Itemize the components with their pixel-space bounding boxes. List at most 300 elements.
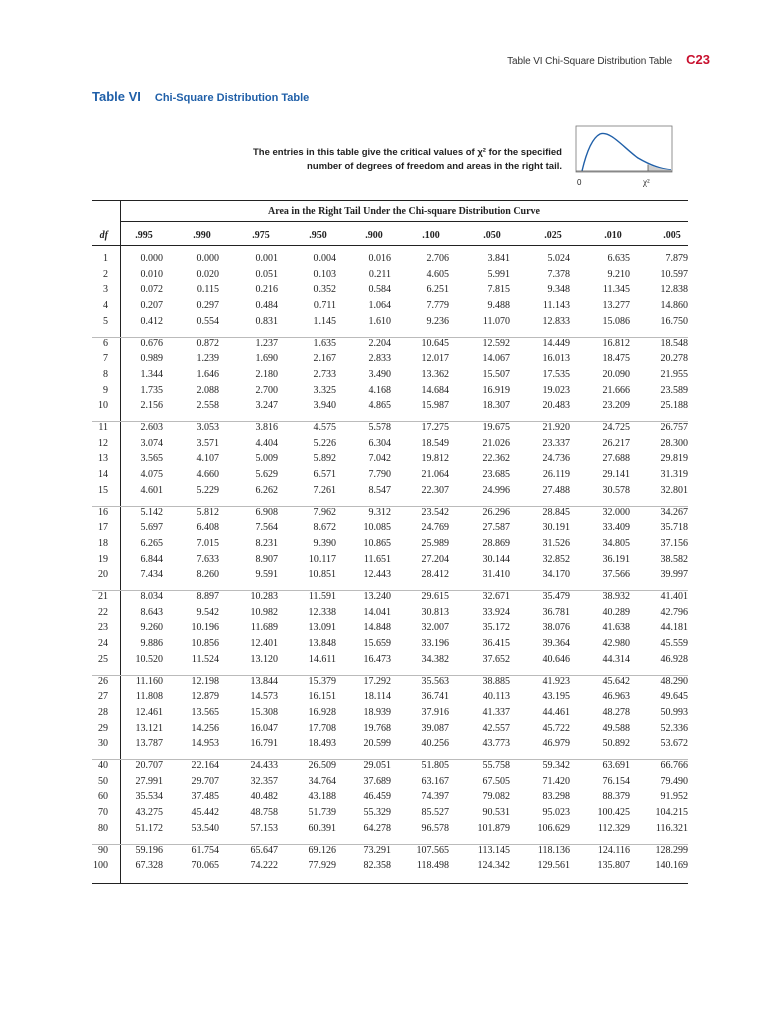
- critical-value-cell: 17.275: [421, 422, 449, 433]
- critical-value-cell: 5.578: [368, 422, 391, 433]
- critical-value-cell: 9.390: [313, 537, 336, 549]
- critical-value-cell: 16.013: [542, 353, 570, 365]
- critical-value-cell: 60.391: [308, 822, 336, 834]
- critical-value-cell: 55.329: [363, 807, 391, 819]
- critical-value-cell: 0.051: [255, 268, 278, 280]
- critical-value-cell: 39.997: [660, 569, 688, 581]
- critical-value-cell: 0.010: [140, 268, 163, 280]
- critical-value-cell: 6.635: [607, 253, 630, 264]
- critical-value-cell: 20.090: [602, 368, 630, 380]
- critical-value-cell: 21.920: [542, 422, 570, 433]
- critical-value-cell: 0.554: [196, 315, 219, 327]
- table-label: Table VI: [92, 89, 141, 104]
- critical-value-cell: 0.016: [368, 253, 391, 264]
- df-value: 11: [98, 422, 108, 433]
- critical-value-cell: 88.379: [602, 791, 630, 803]
- critical-value-cell: 57.153: [250, 822, 278, 834]
- critical-value-cell: 35.479: [542, 591, 570, 602]
- critical-value-cell: 2.204: [368, 337, 391, 349]
- critical-value-cell: 17.708: [308, 722, 336, 734]
- critical-value-cell: 18.307: [482, 400, 510, 412]
- df-value: 2: [103, 268, 108, 280]
- critical-value-cell: 85.527: [421, 807, 449, 819]
- critical-value-cell: 0.211: [368, 268, 391, 280]
- critical-value-cell: 7.962: [313, 506, 336, 518]
- critical-value-cell: 2.603: [140, 422, 163, 433]
- critical-value-cell: 11.524: [191, 653, 219, 665]
- critical-value-cell: 29.615: [421, 591, 449, 602]
- critical-value-cell: 5.892: [313, 453, 336, 465]
- critical-value-cell: 67.505: [482, 775, 510, 787]
- critical-value-cell: 41.923: [542, 675, 570, 687]
- critical-value-cell: 0.484: [255, 300, 278, 312]
- critical-value-cell: 3.325: [313, 384, 336, 396]
- critical-value-cell: 12.838: [660, 284, 688, 296]
- critical-value-cell: 12.198: [191, 675, 219, 687]
- critical-value-cell: 0.872: [196, 337, 219, 349]
- critical-value-cell: 2.156: [140, 400, 163, 412]
- df-value: 22: [98, 606, 108, 618]
- critical-value-cell: 1.735: [140, 384, 163, 396]
- critical-value-cell: 31.319: [660, 469, 688, 481]
- critical-value-cell: 11.651: [363, 553, 391, 565]
- critical-value-cell: 43.188: [308, 791, 336, 803]
- critical-value-cell: 7.042: [368, 453, 391, 465]
- critical-value-cell: 18.114: [363, 691, 391, 703]
- critical-value-cell: 15.987: [421, 400, 449, 412]
- column-header: .050: [483, 230, 501, 241]
- column-header: .900: [365, 230, 383, 241]
- df-value: 3: [103, 284, 108, 296]
- critical-value-cell: 11.345: [602, 284, 630, 296]
- critical-value-cell: 18.548: [660, 337, 688, 349]
- critical-value-cell: 38.932: [602, 591, 630, 602]
- critical-value-cell: 19.812: [421, 453, 449, 465]
- critical-value-cell: 11.591: [308, 591, 336, 602]
- column-header: .025: [544, 230, 562, 241]
- df-value: 50: [98, 775, 108, 787]
- critical-value-cell: 37.485: [191, 791, 219, 803]
- critical-value-cell: 8.897: [196, 591, 219, 602]
- critical-value-cell: 14.449: [542, 337, 570, 349]
- critical-value-cell: 13.565: [191, 706, 219, 718]
- critical-value-cell: 51.739: [308, 807, 336, 819]
- critical-value-cell: 5.229: [196, 484, 219, 496]
- critical-value-cell: 7.434: [140, 569, 163, 581]
- critical-value-cell: 12.338: [308, 606, 336, 618]
- critical-value-cell: 14.848: [363, 622, 391, 634]
- critical-value-cell: 9.210: [607, 268, 630, 280]
- df-value: 4: [103, 300, 108, 312]
- critical-value-cell: 112.329: [597, 822, 630, 834]
- critical-value-cell: 67.328: [135, 860, 163, 872]
- critical-value-cell: 10.283: [250, 591, 278, 602]
- critical-value-cell: 14.860: [660, 300, 688, 312]
- critical-value-cell: 22.164: [191, 760, 219, 771]
- critical-value-cell: 5.991: [487, 268, 510, 280]
- critical-value-cell: 14.256: [191, 722, 219, 734]
- critical-value-cell: 23.209: [602, 400, 630, 412]
- running-head: [507, 52, 710, 67]
- critical-value-cell: 38.582: [660, 553, 688, 565]
- critical-value-cell: 48.758: [250, 807, 278, 819]
- critical-value-cell: 1.237: [255, 337, 278, 349]
- critical-value-cell: 32.801: [660, 484, 688, 496]
- critical-value-cell: 25.989: [421, 537, 449, 549]
- df-value: 21: [98, 591, 108, 602]
- critical-value-cell: 5.697: [140, 522, 163, 534]
- critical-value-cell: 2.180: [255, 368, 278, 380]
- critical-value-cell: 40.256: [421, 738, 449, 750]
- critical-value-cell: 37.652: [482, 653, 510, 665]
- critical-value-cell: 51.172: [135, 822, 163, 834]
- df-value: 40: [98, 760, 108, 771]
- critical-value-cell: 34.170: [542, 569, 570, 581]
- critical-value-cell: 41.638: [602, 622, 630, 634]
- critical-value-cell: 34.382: [421, 653, 449, 665]
- critical-value-cell: 10.597: [660, 268, 688, 280]
- critical-value-cell: 46.928: [660, 653, 688, 665]
- critical-value-cell: 1.239: [196, 353, 219, 365]
- critical-value-cell: 0.072: [140, 284, 163, 296]
- critical-value-cell: 4.075: [140, 469, 163, 481]
- critical-value-cell: 9.542: [196, 606, 219, 618]
- critical-value-cell: 44.461: [542, 706, 570, 718]
- critical-value-cell: 44.314: [602, 653, 630, 665]
- critical-value-cell: 24.725: [602, 422, 630, 433]
- critical-value-cell: 135.807: [597, 860, 630, 872]
- critical-value-cell: 4.404: [255, 437, 278, 449]
- critical-value-cell: 19.023: [542, 384, 570, 396]
- critical-value-cell: 45.559: [660, 638, 688, 650]
- critical-value-cell: 40.482: [250, 791, 278, 803]
- critical-value-cell: 5.226: [313, 437, 336, 449]
- critical-value-cell: 11.689: [250, 622, 278, 634]
- critical-value-cell: 53.672: [660, 738, 688, 750]
- df-value: 17: [98, 522, 108, 534]
- column-header: .010: [604, 230, 622, 241]
- critical-value-cell: 124.342: [477, 860, 510, 872]
- critical-value-cell: 13.277: [602, 300, 630, 312]
- critical-value-cell: 26.119: [542, 469, 570, 481]
- critical-value-cell: 30.144: [482, 553, 510, 565]
- critical-value-cell: 1.610: [368, 315, 391, 327]
- critical-value-cell: 43.773: [482, 738, 510, 750]
- df-value: 12: [98, 437, 108, 449]
- critical-value-cell: 36.781: [542, 606, 570, 618]
- critical-value-cell: 0.676: [140, 337, 163, 349]
- critical-value-cell: 7.879: [665, 253, 688, 264]
- critical-value-cell: 4.575: [313, 422, 336, 433]
- critical-value-cell: 0.004: [313, 253, 336, 264]
- critical-value-cell: 4.168: [368, 384, 391, 396]
- critical-value-cell: 18.493: [308, 738, 336, 750]
- critical-value-cell: 27.991: [135, 775, 163, 787]
- df-value: 9: [103, 384, 108, 396]
- critical-value-cell: 28.845: [542, 506, 570, 518]
- critical-value-cell: 0.115: [196, 284, 219, 296]
- critical-value-cell: 5.009: [255, 453, 278, 465]
- critical-value-cell: 11.070: [482, 315, 510, 327]
- critical-value-cell: 23.542: [421, 506, 449, 518]
- critical-value-cell: 83.298: [542, 791, 570, 803]
- critical-value-cell: 52.336: [660, 722, 688, 734]
- critical-value-cell: 50.892: [602, 738, 630, 750]
- critical-value-cell: 9.488: [487, 300, 510, 312]
- critical-value-cell: 29.051: [363, 760, 391, 771]
- critical-value-cell: 113.145: [477, 844, 510, 856]
- critical-value-cell: 13.362: [421, 368, 449, 380]
- critical-value-cell: 39.087: [421, 722, 449, 734]
- critical-value-cell: 26.757: [660, 422, 688, 433]
- critical-value-cell: 63.167: [421, 775, 449, 787]
- table-title: [92, 89, 309, 104]
- critical-value-cell: 14.953: [191, 738, 219, 750]
- critical-value-cell: 3.816: [255, 422, 278, 433]
- critical-value-cell: 13.848: [308, 638, 336, 650]
- critical-value-cell: 2.167: [313, 353, 336, 365]
- df-value: 5: [103, 315, 108, 327]
- critical-value-cell: 1.064: [368, 300, 391, 312]
- critical-value-cell: 0.352: [313, 284, 336, 296]
- critical-value-cell: 129.561: [537, 860, 570, 872]
- critical-value-cell: 31.410: [482, 569, 510, 581]
- critical-value-cell: 12.443: [363, 569, 391, 581]
- critical-value-cell: 13.787: [135, 738, 163, 750]
- critical-value-cell: 0.207: [140, 300, 163, 312]
- df-value: 80: [98, 822, 108, 834]
- critical-value-cell: 40.289: [602, 606, 630, 618]
- critical-value-cell: 35.534: [135, 791, 163, 803]
- critical-value-cell: 2.700: [255, 384, 278, 396]
- critical-value-cell: 49.645: [660, 691, 688, 703]
- column-header: .990: [193, 230, 211, 241]
- column-header: .995: [135, 230, 153, 241]
- critical-value-cell: 32.000: [602, 506, 630, 518]
- critical-value-cell: 13.091: [308, 622, 336, 634]
- critical-value-cell: 10.196: [191, 622, 219, 634]
- df-value: 29: [98, 722, 108, 734]
- critical-value-cell: 118.136: [537, 844, 570, 856]
- critical-value-cell: 14.573: [250, 691, 278, 703]
- critical-value-cell: 0.020: [196, 268, 219, 280]
- critical-value-cell: 8.907: [255, 553, 278, 565]
- critical-value-cell: 8.547: [368, 484, 391, 496]
- critical-value-cell: 45.442: [191, 807, 219, 819]
- critical-value-cell: 20.278: [660, 353, 688, 365]
- critical-value-cell: 37.156: [660, 537, 688, 549]
- critical-value-cell: 43.275: [135, 807, 163, 819]
- critical-value-cell: 46.979: [542, 738, 570, 750]
- critical-value-cell: 45.722: [542, 722, 570, 734]
- critical-value-cell: 15.507: [482, 368, 510, 380]
- critical-value-cell: 69.126: [308, 844, 336, 856]
- critical-value-cell: 6.262: [255, 484, 278, 496]
- critical-value-cell: 5.142: [140, 506, 163, 518]
- critical-value-cell: 116.321: [655, 822, 688, 834]
- figure-frame: [576, 126, 672, 172]
- critical-value-cell: 12.461: [135, 706, 163, 718]
- critical-value-cell: 77.929: [308, 860, 336, 872]
- critical-value-cell: 21.026: [482, 437, 510, 449]
- critical-value-cell: 0.412: [140, 315, 163, 327]
- intro-line-1: The entries in this table give the critical values of χ² for the specified: [252, 147, 562, 158]
- critical-value-cell: 12.401: [250, 638, 278, 650]
- critical-value-cell: 10.117: [308, 553, 336, 565]
- critical-value-cell: 96.578: [421, 822, 449, 834]
- intro-text: [200, 146, 562, 174]
- critical-value-cell: 31.526: [542, 537, 570, 549]
- critical-value-cell: 8.643: [140, 606, 163, 618]
- critical-value-cell: 1.145: [313, 315, 336, 327]
- critical-value-cell: 21.955: [660, 368, 688, 380]
- table-header-title: Area in the Right Tail Under the Chi-square Distribution Curve: [268, 206, 540, 217]
- critical-value-cell: 36.741: [421, 691, 449, 703]
- critical-value-cell: 37.566: [602, 569, 630, 581]
- critical-value-cell: 16.047: [250, 722, 278, 734]
- df-value: 60: [98, 791, 108, 803]
- critical-value-cell: 6.251: [426, 284, 449, 296]
- critical-value-cell: 38.885: [482, 675, 510, 687]
- critical-value-cell: 42.557: [482, 722, 510, 734]
- critical-value-cell: 32.671: [482, 591, 510, 602]
- critical-value-cell: 140.169: [655, 860, 688, 872]
- critical-value-cell: 24.433: [250, 760, 278, 771]
- df-value: 14: [98, 469, 108, 481]
- critical-value-cell: 14.611: [308, 653, 336, 665]
- critical-value-cell: 20.707: [135, 760, 163, 771]
- critical-value-cell: 44.181: [660, 622, 688, 634]
- critical-value-cell: 21.064: [421, 469, 449, 481]
- critical-value-cell: 23.589: [660, 384, 688, 396]
- critical-value-cell: 6.408: [196, 522, 219, 534]
- critical-value-cell: 5.629: [255, 469, 278, 481]
- critical-value-cell: 15.086: [602, 315, 630, 327]
- critical-value-cell: 6.844: [140, 553, 163, 565]
- critical-value-cell: 104.215: [655, 807, 688, 819]
- df-value: 8: [103, 368, 108, 380]
- critical-value-cell: 35.718: [660, 522, 688, 534]
- critical-value-cell: 9.348: [547, 284, 570, 296]
- critical-value-cell: 1.646: [196, 368, 219, 380]
- critical-value-cell: 74.222: [250, 860, 278, 872]
- critical-value-cell: 106.629: [537, 822, 570, 834]
- critical-value-cell: 63.691: [602, 760, 630, 771]
- critical-value-cell: 27.204: [421, 553, 449, 565]
- critical-value-cell: 14.041: [363, 606, 391, 618]
- critical-value-cell: 16.919: [482, 384, 510, 396]
- critical-value-cell: 71.420: [542, 775, 570, 787]
- critical-value-cell: 40.113: [482, 691, 510, 703]
- critical-value-cell: 73.291: [363, 844, 391, 856]
- critical-value-cell: 41.401: [660, 591, 688, 602]
- critical-value-cell: 46.459: [363, 791, 391, 803]
- critical-value-cell: 28.869: [482, 537, 510, 549]
- critical-value-cell: 2.706: [426, 253, 449, 264]
- critical-value-cell: 15.308: [250, 706, 278, 718]
- critical-value-cell: 8.672: [313, 522, 336, 534]
- critical-value-cell: 11.143: [542, 300, 570, 312]
- critical-value-cell: 6.908: [255, 506, 278, 518]
- critical-value-cell: 66.766: [660, 760, 688, 771]
- critical-value-cell: 59.196: [135, 844, 163, 856]
- critical-value-cell: 1.344: [140, 368, 163, 380]
- critical-value-cell: 7.790: [368, 469, 391, 481]
- critical-value-cell: 90.531: [482, 807, 510, 819]
- critical-value-cell: 9.312: [368, 506, 391, 518]
- critical-value-cell: 3.074: [140, 437, 163, 449]
- critical-value-cell: 15.379: [308, 675, 336, 687]
- critical-value-cell: 34.764: [308, 775, 336, 787]
- intro-line-2: number of degrees of freedom and areas in the right tail.: [307, 161, 562, 172]
- critical-value-cell: 27.587: [482, 522, 510, 534]
- critical-value-cell: 27.488: [542, 484, 570, 496]
- critical-value-cell: 22.362: [482, 453, 510, 465]
- critical-value-cell: 33.409: [602, 522, 630, 534]
- critical-value-cell: 0.297: [196, 300, 219, 312]
- df-value: 28: [98, 706, 108, 718]
- chi-square-curve-figure: [568, 124, 678, 194]
- critical-value-cell: 42.796: [660, 606, 688, 618]
- df-value: 90: [98, 844, 108, 856]
- df-value: 7: [103, 353, 108, 365]
- df-value: 16: [98, 506, 108, 518]
- critical-value-cell: 35.172: [482, 622, 510, 634]
- critical-value-cell: 7.779: [426, 300, 449, 312]
- column-header: .005: [663, 230, 681, 241]
- critical-value-cell: 4.605: [426, 268, 449, 280]
- critical-value-cell: 0.000: [140, 253, 163, 264]
- critical-value-cell: 124.116: [597, 844, 630, 856]
- critical-value-cell: 10.645: [421, 337, 449, 349]
- critical-value-cell: 19.768: [363, 722, 391, 734]
- df-column-header: df: [99, 230, 108, 241]
- critical-value-cell: 12.017: [421, 353, 449, 365]
- critical-value-cell: 33.924: [482, 606, 510, 618]
- critical-value-cell: 36.191: [602, 553, 630, 565]
- critical-value-cell: 2.733: [313, 368, 336, 380]
- critical-value-cell: 65.647: [250, 844, 278, 856]
- critical-value-cell: 16.151: [308, 691, 336, 703]
- column-header: .100: [422, 230, 440, 241]
- df-value: 70: [98, 807, 108, 819]
- critical-value-cell: 39.364: [542, 638, 570, 650]
- critical-value-cell: 42.980: [602, 638, 630, 650]
- critical-value-cell: 18.939: [363, 706, 391, 718]
- df-value: 15: [98, 484, 108, 496]
- critical-value-cell: 17.292: [363, 675, 391, 687]
- critical-value-cell: 16.812: [602, 337, 630, 349]
- critical-value-cell: 0.711: [313, 300, 336, 312]
- critical-value-cell: 50.993: [660, 706, 688, 718]
- df-value: 20: [98, 569, 108, 581]
- critical-value-cell: 14.684: [421, 384, 449, 396]
- critical-value-cell: 12.833: [542, 315, 570, 327]
- critical-value-cell: 95.023: [542, 807, 570, 819]
- critical-value-cell: 34.267: [660, 506, 688, 518]
- df-value: 6: [103, 337, 108, 349]
- critical-value-cell: 17.535: [542, 368, 570, 380]
- critical-value-cell: 20.599: [363, 738, 391, 750]
- critical-value-cell: 10.982: [250, 606, 278, 618]
- critical-value-cell: 30.813: [421, 606, 449, 618]
- critical-value-cell: 26.296: [482, 506, 510, 518]
- critical-value-cell: 6.571: [313, 469, 336, 481]
- critical-value-cell: 16.928: [308, 706, 336, 718]
- critical-value-cell: 38.076: [542, 622, 570, 634]
- critical-value-cell: 18.549: [421, 437, 449, 449]
- critical-value-cell: 0.001: [255, 253, 278, 264]
